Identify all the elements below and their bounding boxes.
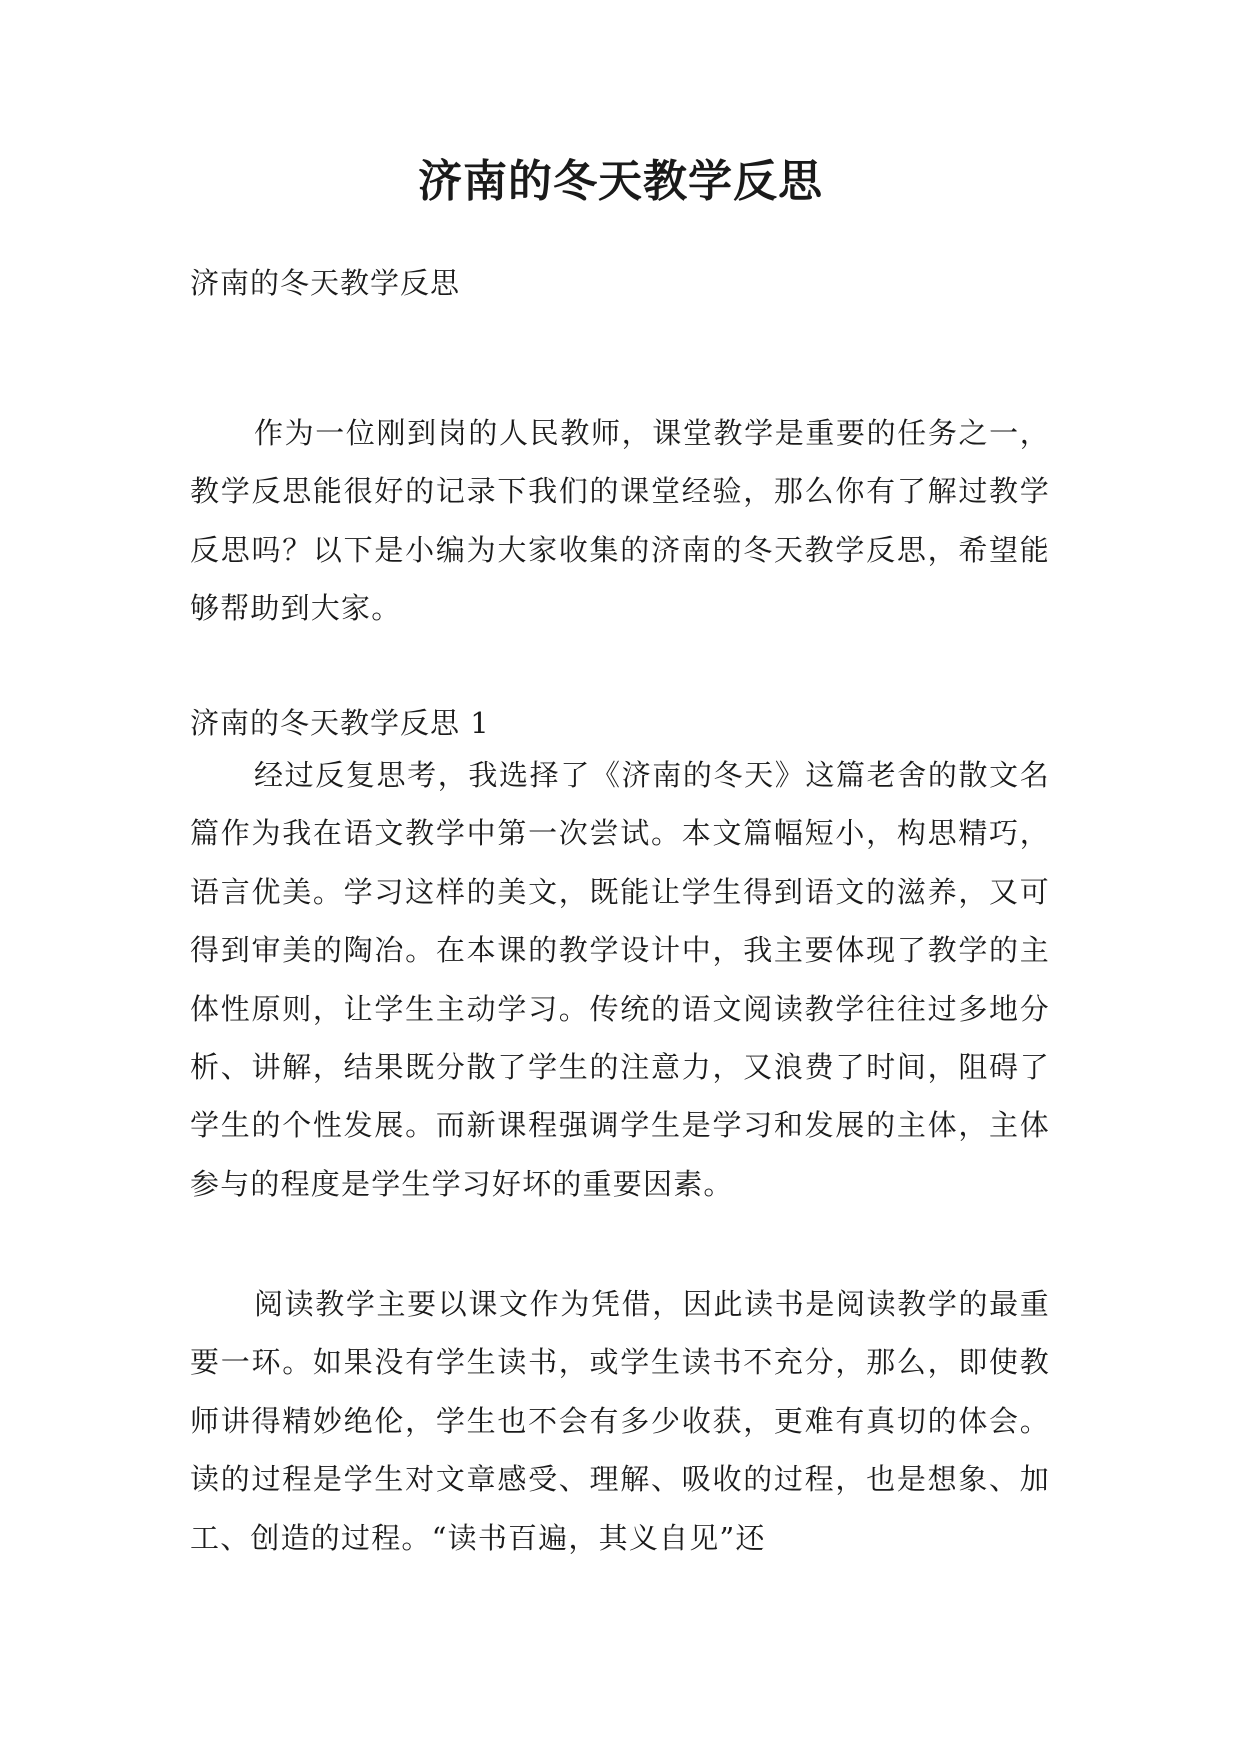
document-subtitle: 济南的冬天教学反思 — [190, 266, 461, 300]
body-paragraph-1: 经过反复思考，我选择了《济南的冬天》这篇老舍的散文名篇作为我在语文教学中第一次尝试。本文篇幅短小，构思精巧，语言优美。学习这样的美文，既能让学生得到语文的滋养，又可得到审美的陶冶。在本课的教学设计中，我主要体现了教学的主体性原则，让学生主动学习。传统的语文阅读教学往往过多地分析、讲解，结果既分散了学生的注意力，又浪费了时间，阻碍了学生的个性发展。而新课程强调学生是学习和发展的主体，主体参与的程度是学生学习好坏的重要因素。 — [190, 758, 1050, 1201]
body-paragraph-2: 阅读教学主要以课文作为凭借，因此读书是阅读教学的最重要一环。如果没有学生读书，或学生读书不充分，那么，即使教师讲得精妙绝伦，学生也不会有多少收获，更难有真切的体会。读的过程是学生对文章感受、理解、吸收的过程，也是想象、加工、创造的过程。“读书百遍，其义自见”还 — [190, 1287, 1050, 1555]
document-title: 济南的冬天教学反思 — [418, 156, 823, 207]
intro-paragraph: 作为一位刚到岗的人民教师，课堂教学是重要的任务之一，教学反思能很好的记录下我们的课堂经验，那么你有了解过教学反思吗？以下是小编为大家收集的济南的冬天教学反思，希望能够帮助到大家。 — [190, 416, 1050, 626]
section-heading: 济南的冬天教学反思 1 — [190, 706, 490, 740]
